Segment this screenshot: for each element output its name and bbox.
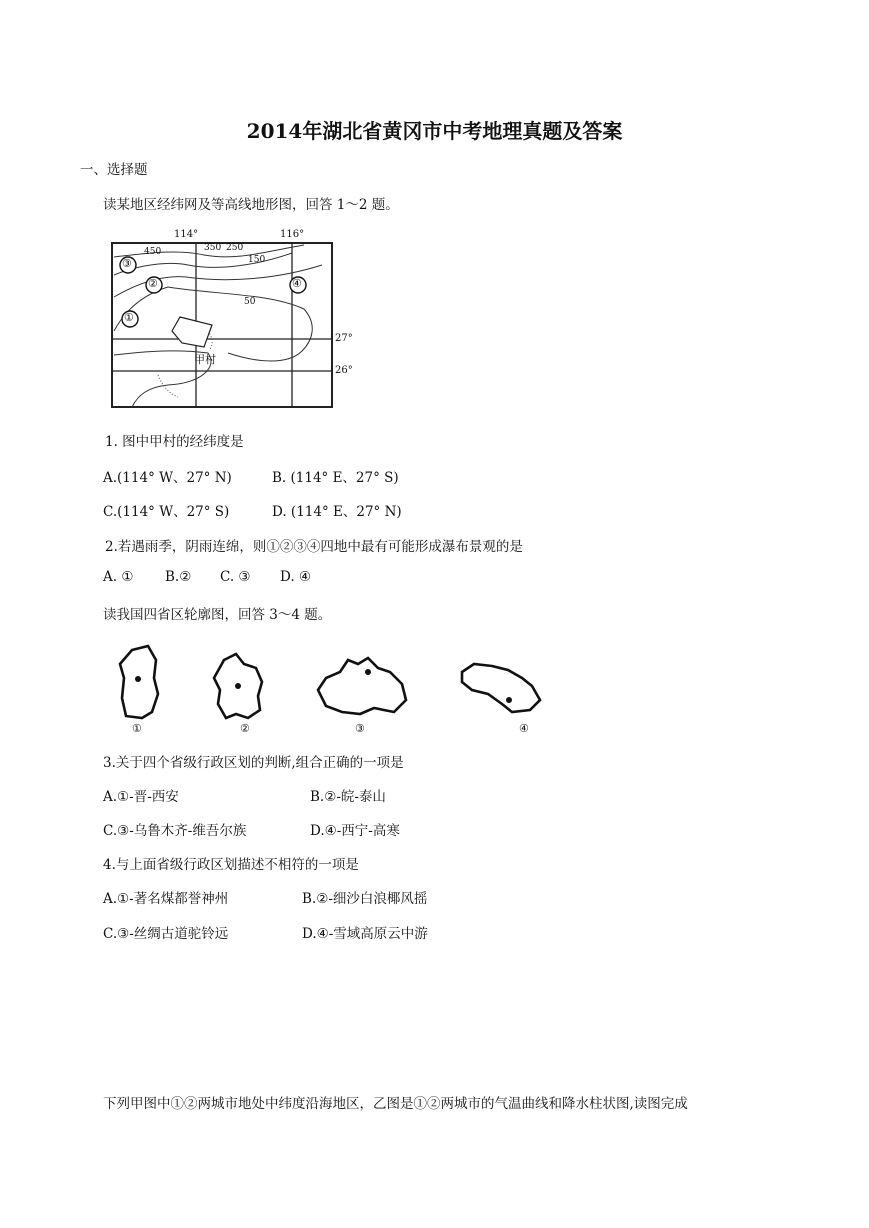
intro-q1-2: 读某地区经纬网及等高线地形图，回答 1～2 题。	[103, 197, 399, 213]
province-outlines	[112, 642, 552, 738]
q4-option-a: A.①-著名煤都誉神州	[103, 891, 229, 907]
marker-2: ②	[148, 277, 158, 290]
province-outlines-svg	[112, 642, 552, 738]
capital-dot-3	[365, 669, 371, 675]
q2-stem: 2.若遇雨季，阴雨连绵，则①②③④四地中最有可能形成瀑布景观的是	[105, 539, 523, 555]
lon-label-116: 116°	[280, 229, 305, 240]
q3-option-b: B.②-皖-泰山	[310, 789, 386, 805]
q3-option-d: D.④-西宁-高寒	[310, 823, 400, 839]
q2-option-a: A. ①	[103, 569, 134, 585]
marker-4: ④	[292, 277, 302, 290]
marker-1: ①	[124, 311, 134, 324]
q2-option-d: D. ④	[280, 569, 312, 585]
marker-3: ③	[122, 257, 132, 270]
intro-next-question: 下列甲图中①②两城市地处中纬度沿海地区，乙图是①②两城市的气温曲线和降水柱状图,读图完成	[103, 1096, 688, 1112]
outline-1	[120, 646, 158, 718]
lon-label-114: 114°	[174, 229, 199, 240]
intro-q3-4: 读我国四省区轮廓图，回答 3～4 题。	[103, 607, 332, 623]
lat-label-26: 26°	[335, 365, 353, 376]
outline-label-4: ④	[519, 722, 529, 735]
q2-option-b: B.②	[165, 569, 192, 585]
lat-label-27: 27°	[335, 333, 353, 344]
q1-option-a: A.(114° W、27° N)	[103, 470, 232, 486]
capital-dot-1	[135, 676, 141, 682]
outline-label-2: ②	[240, 722, 250, 735]
q1-option-b: B. (114° E、27° S)	[272, 470, 399, 486]
outline-label-1: ①	[132, 722, 142, 735]
contour-label-150: 150	[248, 255, 266, 265]
section-heading: 一、选择题	[80, 162, 148, 178]
page-title: 2014年湖北省黄冈市中考地理真题及答案	[246, 119, 623, 143]
contour-map	[108, 229, 353, 411]
q1-option-d: D. (114° E、27° N)	[272, 504, 402, 520]
q4-option-b: B.②-细沙白浪椰风摇	[302, 891, 428, 907]
q4-option-d: D.④-雪域高原云中游	[302, 926, 428, 942]
contour-label-50: 50	[244, 297, 256, 307]
contour-map-svg	[108, 235, 348, 411]
capital-dot-2	[235, 683, 241, 689]
q4-option-c: C.③-丝绸古道驼铃远	[103, 926, 229, 942]
q1-stem: 1. 图中甲村的经纬度是	[105, 434, 244, 450]
contour-label-350: 350	[204, 243, 222, 253]
q4-stem: 4.与上面省级行政区划描述不相符的一项是	[103, 857, 359, 873]
outline-4	[462, 664, 540, 712]
contour-label-250: 250	[226, 243, 244, 253]
contour-line	[114, 287, 312, 361]
outline-3	[318, 658, 406, 714]
contour-label-450: 450	[144, 247, 162, 257]
outline-label-3: ③	[355, 722, 365, 735]
village-label: 甲村	[194, 353, 216, 366]
q3-option-a: A.①-晋-西安	[103, 789, 179, 805]
q1-option-c: C.(114° W、27° S)	[103, 504, 230, 520]
river-shape	[172, 317, 212, 347]
q3-stem: 3.关于四个省级行政区划的判断,组合正确的一项是	[103, 755, 404, 771]
q3-option-c: C.③-乌鲁木齐-维吾尔族	[103, 823, 247, 839]
contour-line	[114, 253, 292, 275]
q2-option-c: C. ③	[220, 569, 251, 585]
capital-dot-4	[506, 697, 512, 703]
